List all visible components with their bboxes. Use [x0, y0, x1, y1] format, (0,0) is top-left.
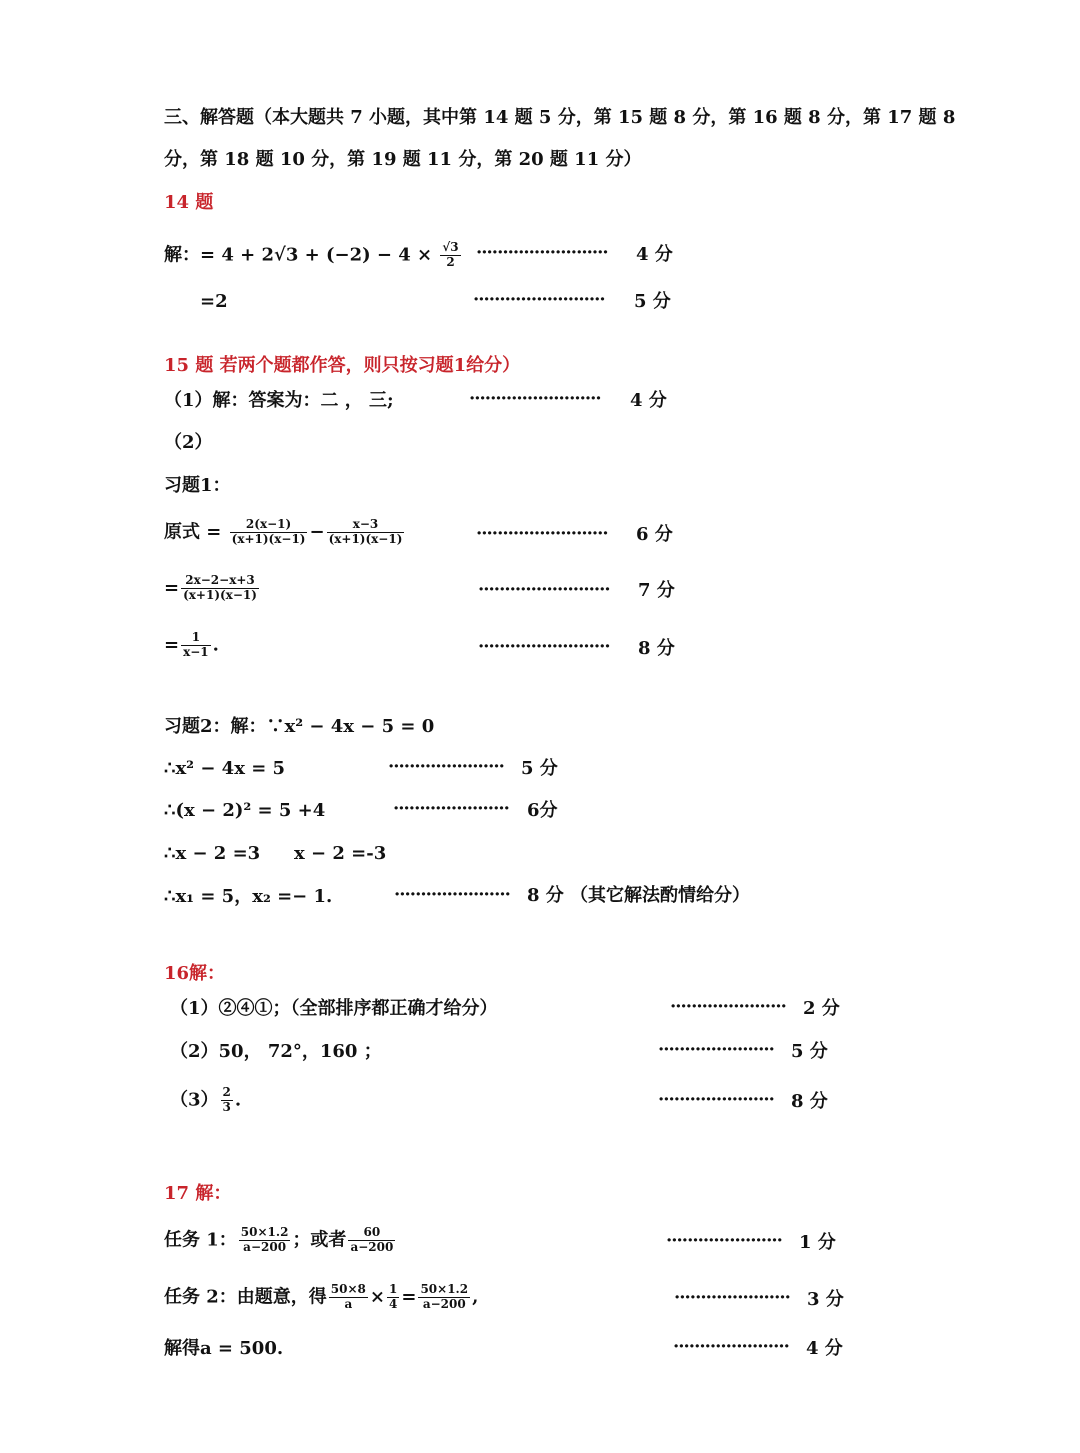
frac-den: 2	[446, 254, 455, 269]
q14-fraction	[440, 241, 460, 270]
section-header-line1: 三、解答题（本大题共 7 小题，其中第 14 题 5 分，第 15 题 8 分，第 16 题 8 分，第 17 题 8	[164, 107, 956, 128]
q15-ex1-step2-dots: ·························	[478, 579, 610, 600]
ex1-period: .	[212, 634, 219, 656]
frac-den: a−200	[243, 1239, 287, 1254]
task1-fraction-2	[348, 1226, 395, 1255]
q14-step2-score: 5 分	[634, 291, 671, 312]
q15-ex1-step1	[164, 518, 406, 547]
q15-ex1-step1-dots: ·························	[476, 523, 608, 544]
frac-den: 3	[222, 1099, 231, 1114]
q15-ex2-line4b: x − 2 =-3	[294, 843, 387, 864]
q15-ex2-line5: ∴x₁ = 5，x₂ =− 1.	[164, 886, 333, 907]
frac-den: x−1	[183, 644, 209, 659]
q15-part2: （2）	[164, 432, 213, 453]
q15-ex2-line3: ∴(x − 2)² = 5 +4	[164, 800, 326, 821]
task2-fraction-3	[418, 1283, 470, 1312]
ex1-fraction-4	[181, 631, 211, 660]
q15-ex1-step1-score: 6 分	[636, 524, 673, 545]
q15-ex2-line3-dots: ······················	[393, 798, 509, 819]
q17-task3-score: 4 分	[806, 1338, 843, 1359]
task1-mid: ；或者	[292, 1229, 347, 1251]
frac-den: a−200	[422, 1296, 466, 1311]
q16-part2-score: 5 分	[791, 1041, 828, 1062]
q17-task2	[164, 1283, 478, 1312]
frac-den: a	[344, 1296, 353, 1311]
q15-ex2-line1: 习题2：解：∵x² − 4x − 5 = 0	[164, 716, 435, 737]
q15-part1-dots: ·························	[469, 388, 601, 409]
q15-title: 15 题 若两个题都作答，则只按习题1给分）	[164, 355, 521, 376]
q15-ex2-line4a: ∴x − 2 =3	[164, 843, 261, 864]
task2-comma: ,	[472, 1286, 479, 1308]
frac-num: 50×1.2	[420, 1282, 469, 1296]
q15-ex2-line2-score: 5 分	[521, 758, 558, 779]
task2-prefix: 任务 2：由题意，得	[164, 1286, 327, 1308]
q16-part1-score: 2 分	[803, 998, 840, 1019]
q15-ex1-step2-score: 7 分	[638, 580, 675, 601]
task2-eq: =	[401, 1286, 417, 1308]
frac-num: 2(x−1)	[230, 518, 308, 533]
frac-num: x−3	[327, 518, 405, 533]
ex1-prefix: 原式 =	[164, 521, 222, 543]
ex1-fraction-2	[327, 518, 405, 547]
q16-fraction	[221, 1086, 233, 1115]
q16-part3-score: 8 分	[791, 1091, 828, 1112]
q14-step1-expr: = 4 + 2√3 + (−2) − 4 ×	[200, 244, 433, 266]
q16-part2-dots: ······················	[658, 1039, 774, 1060]
q15-ex2-line3-score: 6分	[527, 800, 558, 821]
ex1-minus: −	[309, 521, 325, 543]
q17-task1	[164, 1226, 397, 1255]
frac-den: 4	[389, 1296, 398, 1311]
q15-ex1-step2	[164, 574, 261, 603]
frac-num: 2	[222, 1085, 231, 1099]
q17-task2-dots: ······················	[674, 1287, 790, 1308]
q16-part1-dots: ······················	[670, 996, 786, 1017]
q16-part1: （1）②④①；（全部排序都正确才给分）	[170, 998, 498, 1019]
q14-step1-dots: ·························	[476, 242, 608, 263]
q17-task2-score: 3 分	[807, 1289, 844, 1310]
q14-step1	[164, 241, 463, 270]
q15-ex1-step3-score: 8 分	[638, 638, 675, 659]
frac-num: 1	[181, 631, 211, 646]
task2-times: ×	[369, 1286, 385, 1308]
q15-ex2-line5-dots: ······················	[394, 884, 510, 905]
frac-num: 1	[389, 1282, 398, 1296]
ex1-fraction-1	[230, 518, 308, 547]
q17-task3: 解得a = 500.	[164, 1338, 284, 1359]
frac-num: 50×8	[330, 1282, 366, 1296]
q15-ex1-step3-dots: ·························	[478, 636, 610, 657]
q15-ex2-line2: ∴x² − 4x = 5	[164, 758, 286, 779]
q14-title: 14 题	[164, 192, 214, 213]
frac-den: a−200	[350, 1239, 394, 1254]
q14-step1-score: 4 分	[636, 244, 673, 265]
task2-fraction-2	[387, 1283, 399, 1312]
frac-num: 2x−2−x+3	[181, 574, 259, 589]
q15-part1-score: 4 分	[630, 390, 667, 411]
frac-num: √3	[442, 240, 459, 254]
q14-prefix: 解：	[164, 244, 200, 266]
ex1-fraction-3	[181, 574, 259, 603]
task2-fraction-1	[329, 1283, 368, 1312]
frac-num: 50×1.2	[240, 1225, 289, 1239]
q14-step2: =2	[200, 291, 228, 312]
q15-ex1-label: 习题1：	[164, 475, 231, 496]
q17-task1-dots: ······················	[666, 1230, 782, 1251]
q15-ex2-line5-score: 8 分 （其它解法酌情给分）	[527, 885, 751, 906]
q17-task1-score: 1 分	[799, 1232, 836, 1253]
q15-ex1-step3	[164, 631, 219, 660]
q16-period: .	[234, 1089, 242, 1111]
q17-title: 17 解：	[164, 1183, 232, 1204]
frac-den: (x+1)(x−1)	[183, 587, 257, 602]
frac-den: (x+1)(x−1)	[328, 531, 403, 546]
q16-part3-prefix: （3）	[170, 1089, 219, 1111]
frac-den: (x+1)(x−1)	[231, 531, 306, 546]
q15-part1: （1）解：答案为：二 ， 三;	[164, 390, 394, 411]
q16-title: 16解：	[164, 963, 226, 984]
q16-part3-dots: ······················	[658, 1089, 774, 1110]
section-header-line2: 分，第 18 题 10 分，第 19 题 11 分，第 20 题 11 分）	[164, 149, 642, 170]
task1-fraction-1	[239, 1226, 291, 1255]
q16-part2: （2）50， 72°，160 ；	[170, 1041, 382, 1062]
ex1-eq: =	[164, 577, 180, 599]
task1-prefix: 任务 1：	[164, 1229, 237, 1251]
q15-ex2-line2-dots: ······················	[388, 756, 504, 777]
q16-part3	[170, 1086, 241, 1115]
frac-num: 60	[348, 1226, 395, 1241]
ex1-eq: =	[164, 634, 180, 656]
q17-task3-dots: ······················	[673, 1336, 789, 1357]
q14-step2-dots: ·························	[473, 289, 605, 310]
